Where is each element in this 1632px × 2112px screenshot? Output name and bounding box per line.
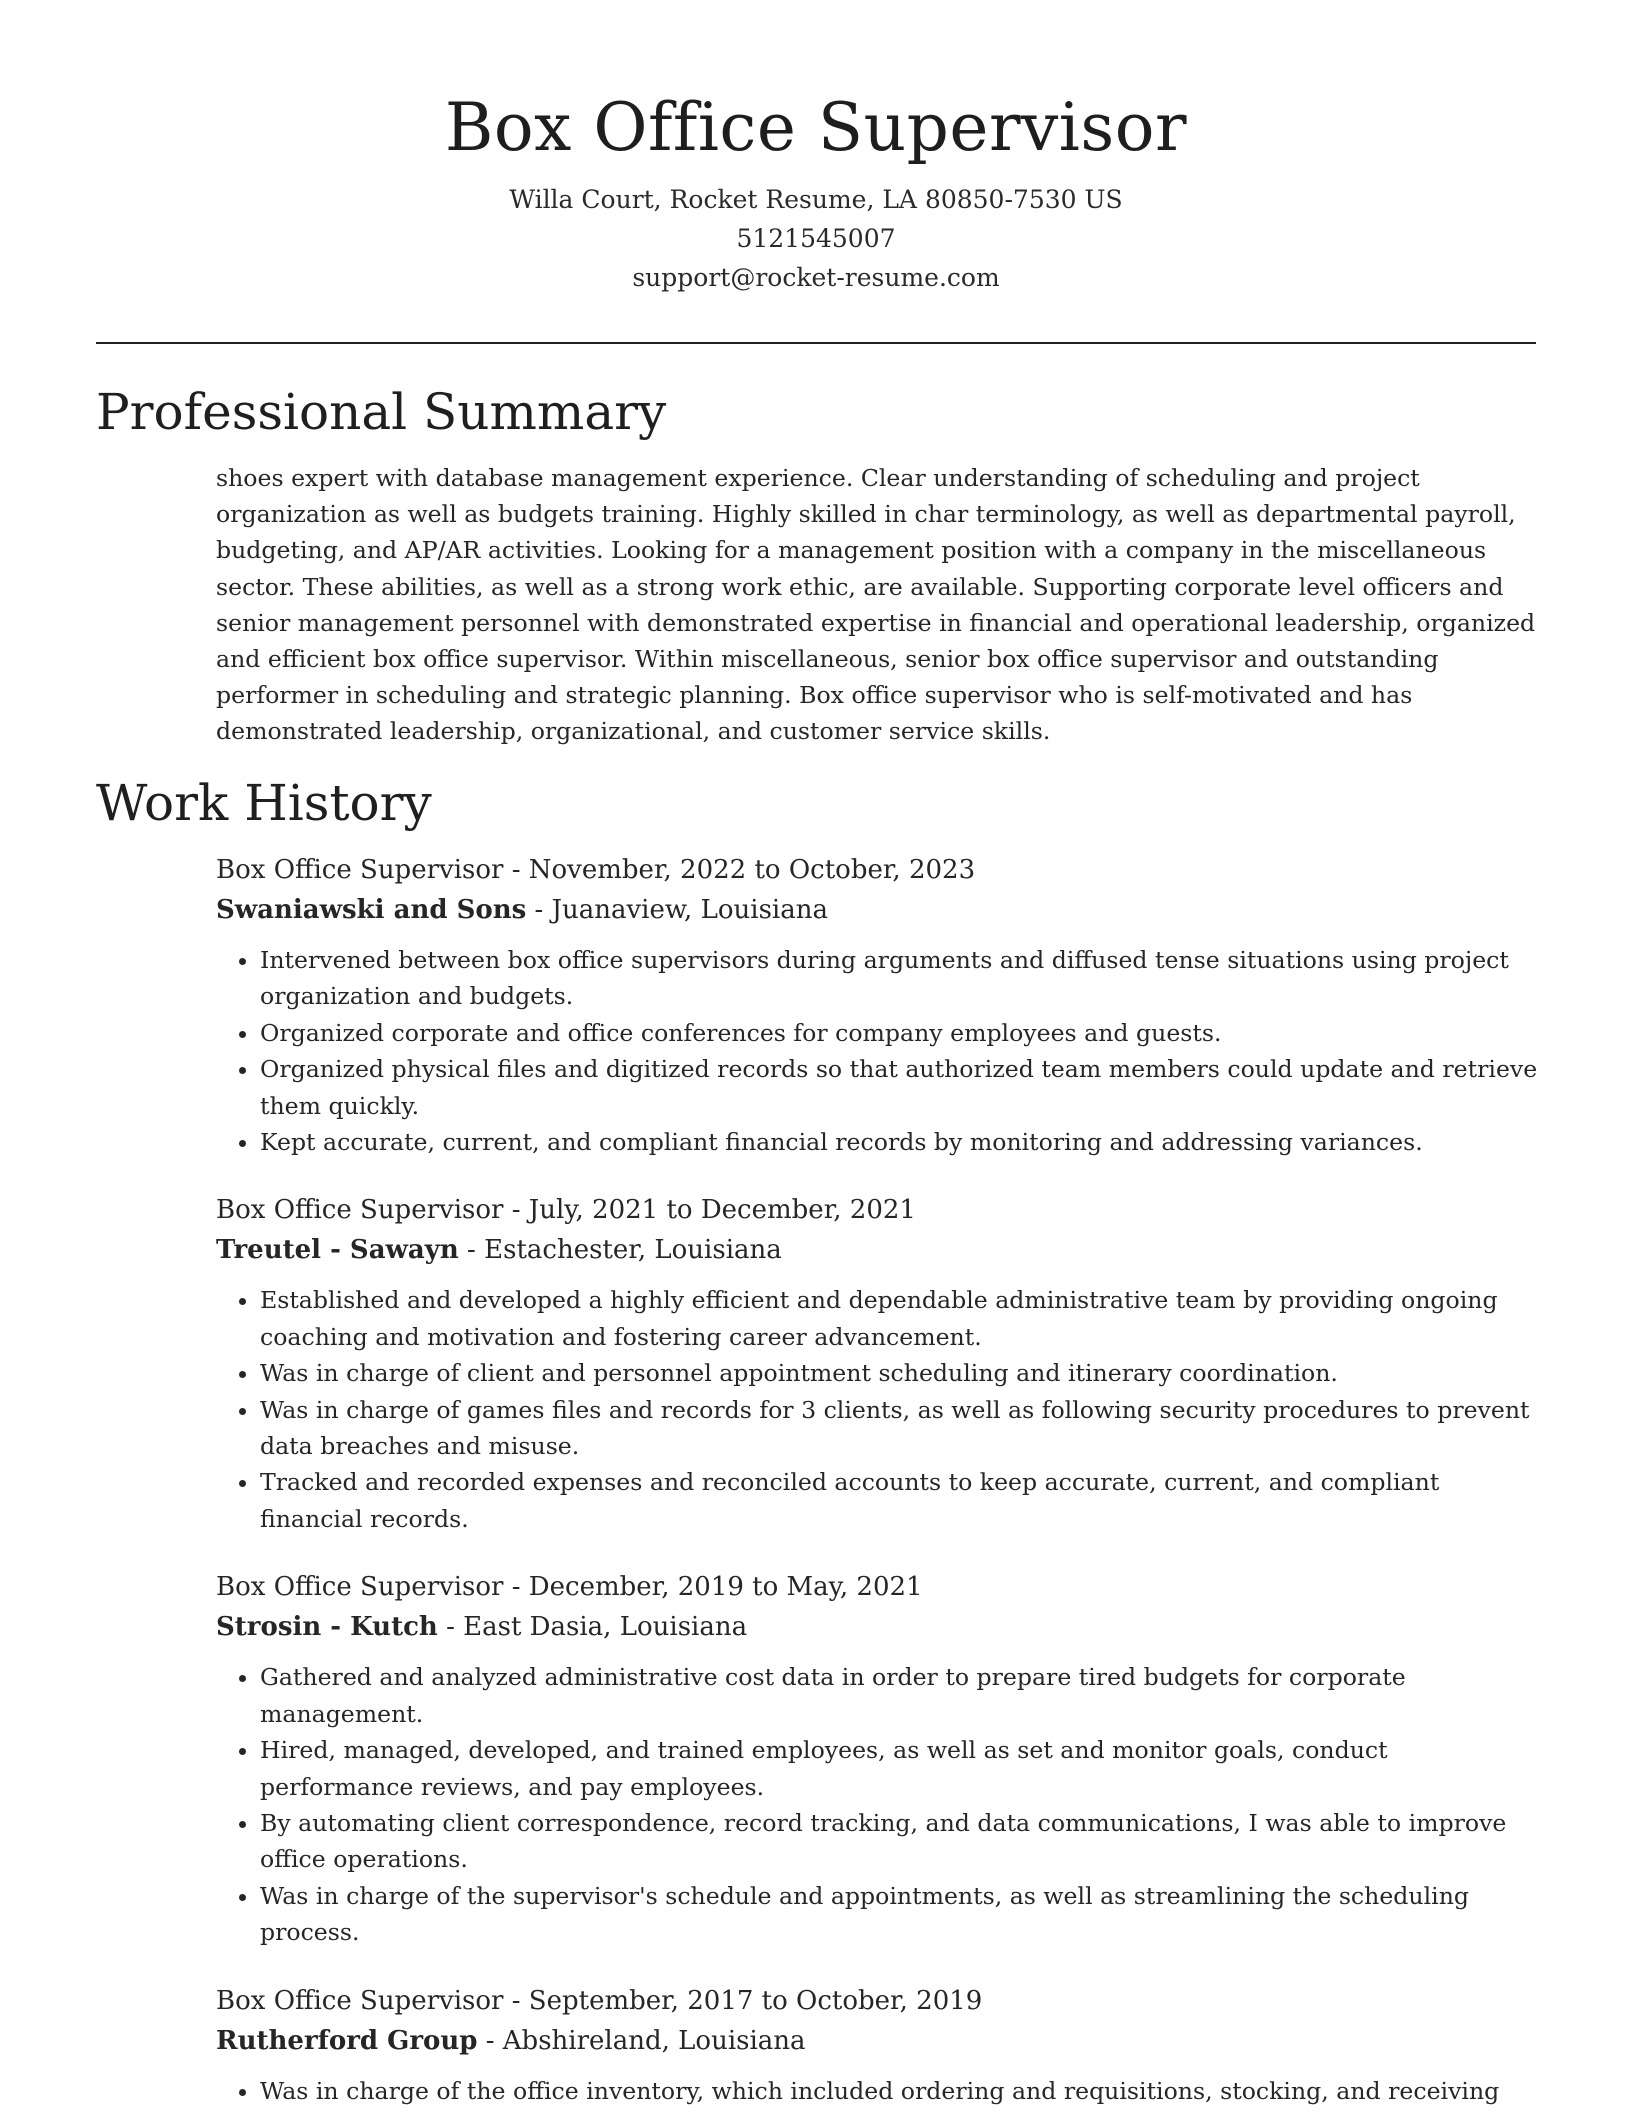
resume-header [0, 0, 1632, 297]
phone: 5121545007 [736, 224, 896, 253]
company-location: Juanaview, Louisiana [551, 895, 828, 925]
company-name: Swaniawski and Sons [216, 895, 527, 925]
candidate-name: Box Office Supervisor [444, 89, 1188, 166]
job-bullets [216, 2073, 1541, 2109]
job-entry [216, 1190, 1541, 1537]
job-entry [216, 1567, 1541, 1950]
header-divider [96, 342, 1536, 344]
job-dates: November, 2022 to October, 2023 [528, 855, 976, 885]
bullet-item: • Intervened between box office supervisors during arguments and diffused tense situations using project organization and budgets. [260, 942, 1541, 1015]
company-location: East Dasia, Louisiana [463, 1612, 748, 1643]
bullet-item: • Gathered and analyzed administrative cost data in order to prepare tired budgets for corporate management. [260, 1659, 1541, 1732]
company-name: Treutel - Sawayn [216, 1235, 459, 1266]
bullet-item: • Was in charge of the supervisor's schedule and appointments, as well as streamlining the scheduling process. [260, 1878, 1541, 1951]
bullet-item: • Tracked and recorded expenses and reconciled accounts to keep accurate, current, and compliant financial records. [260, 1464, 1541, 1537]
job-title-line: Box Office Supervisor - July, 2021 to December, 2021 [216, 1195, 916, 1226]
bullet-item: • Hired, managed, developed, and trained employees, as well as set and monitor goals, conduct performance reviews, and pay employees. [260, 1732, 1541, 1805]
job-title: Box Office Supervisor [216, 1572, 504, 1603]
bullet-item: • Was in charge of games files and records for 3 clients, as well as following security procedures to prevent data breaches and misuse. [260, 1392, 1541, 1465]
bullet-item: • Was in charge of client and personnel appointment scheduling and itinerary coordination. [260, 1355, 1541, 1391]
bullet-item: • By automating client correspondence, record tracking, and data communications, I was able to improve office operations. [260, 1805, 1541, 1878]
bullet-item: • Was in charge of the office inventory, which included ordering and requisitions, stocking, and receiving [260, 2073, 1541, 2109]
job-company-line: Swaniawski and Sons - Juanaview, Louisiana [216, 895, 828, 925]
job-entry [216, 850, 1541, 1160]
job-bullets [216, 1659, 1541, 1950]
job-title: Box Office Supervisor [216, 1195, 504, 1226]
job-bullets [216, 1282, 1541, 1537]
job-company-line: Strosin - Kutch - East Dasia, Louisiana [216, 1612, 748, 1643]
job-dates: July, 2021 to December, 2021 [528, 1195, 916, 1226]
job-dates: December, 2019 to May, 2021 [528, 1572, 923, 1603]
job-title-line: Box Office Supervisor - December, 2019 to May, 2021 [216, 1572, 923, 1603]
company-location: Estachester, Louisiana [484, 1235, 782, 1266]
email: support@rocket-resume.com [632, 263, 1000, 292]
job-company-line: Rutherford Group - Abshireland, Louisiana [216, 2025, 806, 2056]
job-title-line: Box Office Supervisor - September, 2017 to October, 2019 [216, 1985, 983, 2016]
job-title: Box Office Supervisor [216, 855, 504, 885]
bullet-item: • Kept accurate, current, and compliant financial records by monitoring and addressing variances. [260, 1124, 1541, 1160]
summary-text: shoes expert with database management experience. Clear understanding of scheduling and project organization as well as budgets training. Highly skilled in char terminology, as well as departmental payroll, budgeting, and AP/AR activities. Looking for a management position with a company in the miscellaneous sector. These abilities, as well as a strong work ethic, are available. Supporting corporate level officers and senior management personnel with demonstrated expertise in financial and operational leadership, organized and efficient box office supervisor. Within miscellaneous, senior box office supervisor and outstanding performer in scheduling and strategic planning. Box office supervisor who is self-motivated and has demonstrated leadership, organizational, and customer service skills. [216, 464, 1536, 746]
bullet-item: • Organized physical files and digitized records so that authorized team members could update and retrieve them quickly. [260, 1051, 1541, 1124]
company-location: Abshireland, Louisiana [502, 2025, 806, 2056]
job-company-line: Treutel - Sawayn - Estachester, Louisiana [216, 1235, 782, 1266]
summary-heading: Professional Summary [96, 383, 667, 441]
work-history-list [216, 850, 1541, 2112]
company-name: Strosin - Kutch [216, 1612, 438, 1643]
job-bullets [216, 942, 1541, 1160]
bullet-item: • Organized corporate and office conferences for company employees and guests. [260, 1015, 1541, 1051]
work-history-heading: Work History [96, 774, 432, 832]
job-title: Box Office Supervisor [216, 1985, 504, 2016]
company-name: Rutherford Group [216, 2025, 478, 2056]
bullet-item: • Established and developed a highly efficient and dependable administrative team by providing ongoing coaching and motivation and fostering career advancement. [260, 1282, 1541, 1355]
address: Willa Court, Rocket Resume, LA 80850-7530 US [509, 185, 1123, 214]
job-entry [216, 1981, 1541, 2109]
job-dates: September, 2017 to October, 2019 [528, 1985, 983, 2016]
job-title-line: Box Office Supervisor - November, 2022 to October, 2023 [216, 855, 976, 885]
contact-block [0, 180, 1632, 297]
